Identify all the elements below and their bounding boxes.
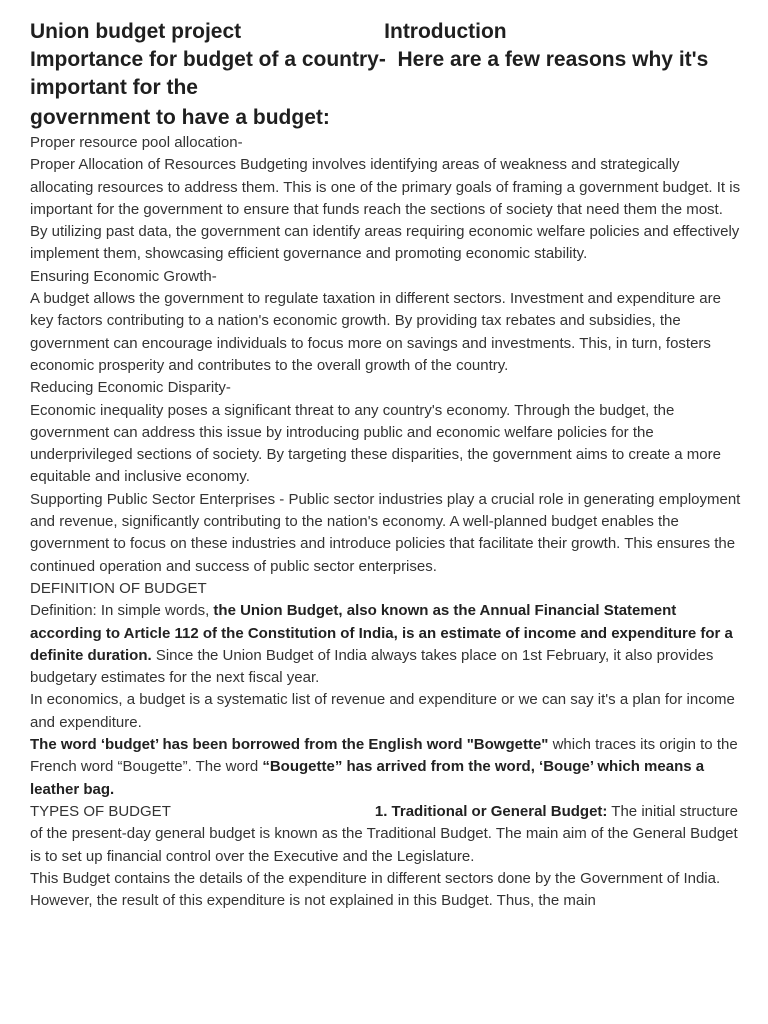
resource-title: Proper resource pool allocation-	[30, 134, 243, 151]
word-origin-bold-2: “Bougette” has arrived from the word, ‘Bouge’ which means a leather bag.	[30, 758, 705, 798]
growth-paragraph: A budget allows the government to regulate taxation in different sectors. Investment and expenditure are key factors contributing to a nation's economic growth. By providing tax rebates and subsidies, the government can encourage individuals to focus more on savings and investments. This, in turn, fosters economic prosperity and contributes to the overall growth of the country.	[30, 290, 721, 374]
importance-heading: Importance for budget of a country- Here are a few reasons why it's important for the	[30, 48, 715, 99]
document-body	[30, 132, 742, 912]
definition-bold: the Union Budget, also known as the Annual Financial Statement according to Article 112 of the Constitution of India, is an estimate of income and expenditure for a definite duration.	[30, 602, 733, 664]
types-title: TYPES OF BUDGET	[30, 802, 171, 820]
disparity-title: Reducing Economic Disparity-	[30, 379, 231, 397]
definition-title: DEFINITION OF BUDGET	[30, 579, 207, 597]
public-sector-paragraph: Supporting Public Sector Enterprises - Public sector industries play a crucial role in generating employment and revenue, significantly contributing to the nation's economy. A well-planned budget enables the government to focus on these industries and introduce policies that facilitate their growth. This ensures the continued operation and success of public sector enterprises.	[30, 490, 741, 575]
growth-title: Ensuring Economic Growth-	[30, 267, 217, 285]
word-origin-paragraph	[30, 734, 742, 801]
details-paragraph: This Budget contains the details of the expenditure in different sectors done by the Government of India. However, the result of this expenditure is not explained in this Budget. Thus, the main	[30, 869, 721, 910]
word-origin-mid: which traces its origin to the French word “Bougette”. The word	[30, 736, 738, 776]
disparity-paragraph: Economic inequality poses a significant threat to any country's economy. Through the budget, the government can address this issue by introducing public and economic welfare policies for the underprivileged sections of society. By targeting these disparities, the government aims to create a more equitable and inclusive economy.	[30, 401, 721, 486]
word-origin-bold-1: The word ‘budget’ has been borrowed from the English word "Bowgette"	[30, 736, 549, 754]
resource-paragraph: Proper Allocation of Resources Budgeting involves identifying areas of weakness and strategically allocating resources to address them. This is one of the primary goals of framing a government budget. It is important for the government to ensure that funds reach the sections of society that need them the most. By utilizing past data, the government can identify areas requiring economic welfare policies and effectively implement them, showcasing efficient governance and promoting economic stability.	[30, 156, 741, 263]
document-page	[30, 18, 742, 912]
traditional-budget-heading: 1. Traditional or General Budget:	[374, 802, 608, 820]
economics-paragraph: In economics, a budget is a systematic list of revenue and expenditure or we can say it's a plan for income and expenditure.	[30, 691, 735, 731]
definition-suffix: Since the Union Budget of India always takes place on 1st February, it also provides budgetary estimates for the next fiscal year.	[30, 646, 714, 687]
importance-heading-continued: government to have a budget:	[30, 106, 330, 129]
types-paragraph	[30, 801, 742, 868]
introduction-heading: Introduction	[384, 20, 507, 43]
project-title: Union budget project	[30, 20, 242, 43]
definition-paragraph	[30, 600, 742, 689]
heading-title-line	[30, 18, 742, 46]
traditional-budget-text: The initial structure of the present-day general budget is known as the Traditional Budget. The main aim of the General Budget is to set up financial control over the Executive and the Legislature.	[30, 802, 739, 865]
definition-prefix: Definition: In simple words,	[30, 602, 214, 620]
